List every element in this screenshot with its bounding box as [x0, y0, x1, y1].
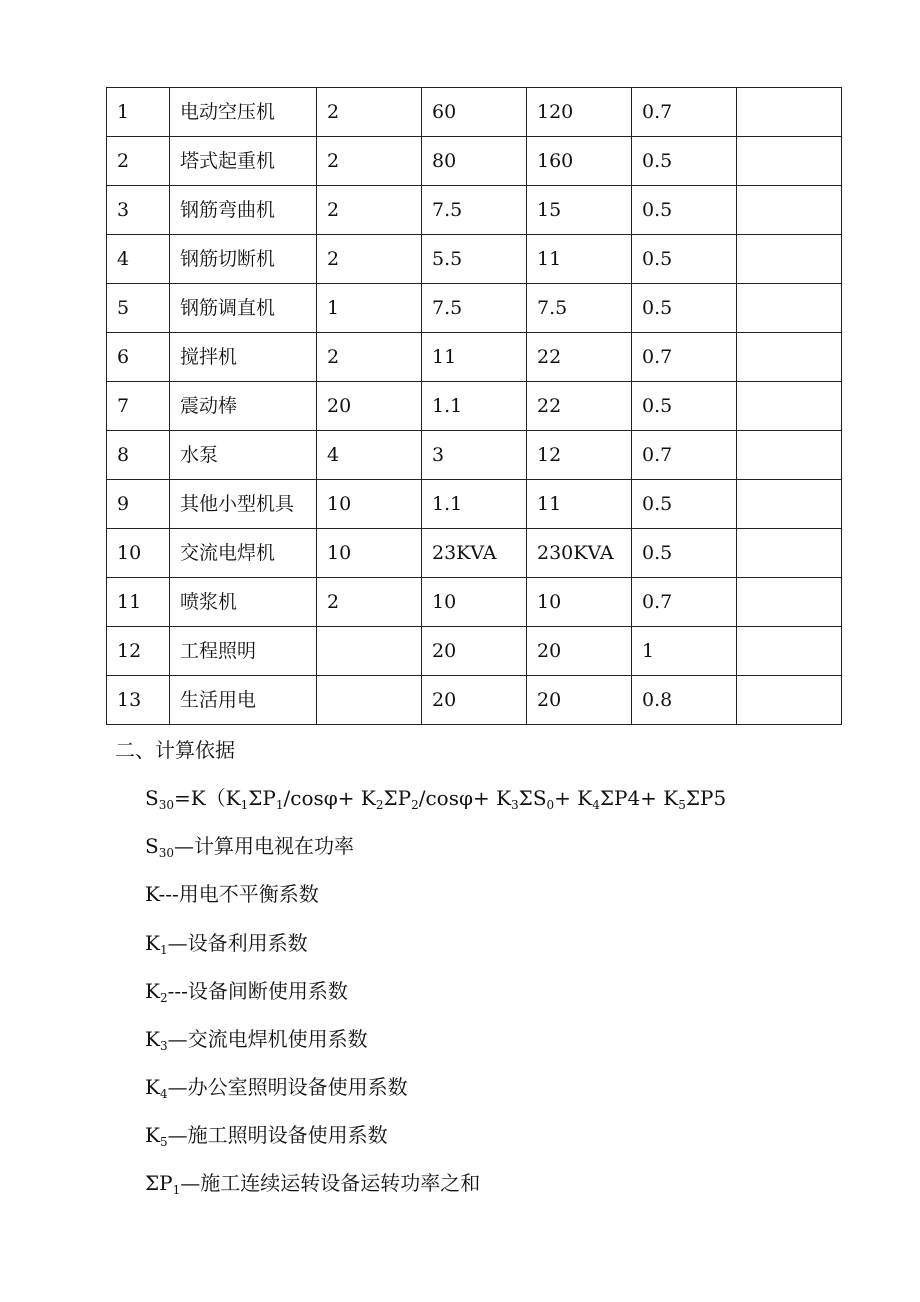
table-row — [107, 137, 842, 186]
table-cell — [737, 480, 842, 529]
formula-part: ΣP4+ K — [599, 786, 679, 810]
definition-subscript: 2 — [159, 991, 168, 1005]
formula-subscript: 0 — [546, 798, 555, 812]
table-row — [107, 627, 842, 676]
formula-subscript: 3 — [511, 798, 519, 812]
definition-symbol: K — [145, 1075, 160, 1099]
table-cell: 0.5 — [632, 480, 737, 529]
definition-symbol: K — [145, 1027, 160, 1051]
table-cell: 0.7 — [632, 333, 737, 382]
table-cell: 0.7 — [632, 578, 737, 627]
table-cell: 11 — [527, 235, 632, 284]
formula-subscript: 1 — [240, 798, 249, 812]
table-cell: 工程照明 — [170, 627, 317, 676]
table-cell — [737, 676, 842, 725]
formula-part: S — [145, 786, 159, 810]
definition-subscript: 5 — [159, 1135, 168, 1149]
table-cell — [737, 529, 842, 578]
table-cell: 12 — [527, 431, 632, 480]
definition-text: —施工连续运转设备运转功率之和 — [180, 1171, 481, 1195]
table-cell: 20 — [422, 676, 527, 725]
formula-part: =K（K — [173, 786, 241, 810]
table-cell: 10 — [317, 480, 422, 529]
table-cell: 230KVA — [527, 529, 632, 578]
table-cell: 0.5 — [632, 137, 737, 186]
table-cell: 7 — [107, 382, 170, 431]
table-cell — [737, 235, 842, 284]
table-cell: 11 — [107, 578, 170, 627]
table-cell: 7.5 — [527, 284, 632, 333]
table-cell: 7.5 — [422, 284, 527, 333]
table-cell: 2 — [317, 186, 422, 235]
table-cell: 60 — [422, 88, 527, 137]
table-cell: 160 — [527, 137, 632, 186]
table-cell: 80 — [422, 137, 527, 186]
definition-subscript: 3 — [159, 1039, 168, 1053]
table-row — [107, 235, 842, 284]
definition-line — [145, 979, 348, 1005]
table-cell: 5.5 — [422, 235, 527, 284]
definition-symbol: K — [145, 979, 160, 1003]
formula-part: ΣP — [248, 786, 276, 810]
table-cell: 120 — [527, 88, 632, 137]
table-cell: 1 — [107, 88, 170, 137]
table-cell: 13 — [107, 676, 170, 725]
table-row — [107, 676, 842, 725]
table-row — [107, 578, 842, 627]
table-cell: 1.1 — [422, 480, 527, 529]
definition-subscript: 30 — [158, 846, 174, 860]
table-cell: 交流电焊机 — [170, 529, 317, 578]
table-cell: 0.5 — [632, 382, 737, 431]
table-cell: 20 — [527, 676, 632, 725]
definition-line — [145, 1171, 481, 1197]
table-cell: 12 — [107, 627, 170, 676]
table-cell: 钢筋弯曲机 — [170, 186, 317, 235]
definition-text: —计算用电视在功率 — [173, 834, 354, 858]
formula-part: /cosφ+ K — [418, 786, 512, 810]
formula-part: ΣS — [518, 786, 547, 810]
definition-subscript: 1 — [172, 1183, 181, 1197]
table-row — [107, 480, 842, 529]
table-cell: 电动空压机 — [170, 88, 317, 137]
definition-symbol: S — [145, 834, 159, 858]
formula-subscript: 5 — [678, 798, 686, 812]
table-row — [107, 88, 842, 137]
formula-part: ΣP — [383, 786, 412, 810]
table-cell: 2 — [317, 235, 422, 284]
formula-part: /cosφ+ K — [283, 786, 376, 810]
table-cell — [737, 88, 842, 137]
table-cell — [737, 284, 842, 333]
table-cell: 0.7 — [632, 88, 737, 137]
table-cell — [737, 137, 842, 186]
formula-subscript: 30 — [158, 798, 174, 812]
definition-subscript: 4 — [159, 1087, 168, 1101]
definition-line — [145, 884, 319, 904]
table-row — [107, 529, 842, 578]
definition-subscript: 1 — [159, 943, 168, 957]
table-cell: 0.5 — [632, 529, 737, 578]
equipment-table — [106, 87, 842, 725]
definition-line — [145, 834, 354, 860]
table-cell — [737, 627, 842, 676]
table-cell: 20 — [422, 627, 527, 676]
table-cell: 搅拌机 — [170, 333, 317, 382]
definition-text: ---设备间断使用系数 — [167, 979, 348, 1003]
table-cell: 2 — [107, 137, 170, 186]
table-cell: 15 — [527, 186, 632, 235]
formula-part: + K — [554, 786, 593, 810]
table-cell: 2 — [317, 333, 422, 382]
table-cell: 水泵 — [170, 431, 317, 480]
table-cell: 22 — [527, 382, 632, 431]
table-cell: 6 — [107, 333, 170, 382]
table-cell: 0.5 — [632, 186, 737, 235]
table-cell: 喷浆机 — [170, 578, 317, 627]
table-cell: 其他小型机具 — [170, 480, 317, 529]
table-cell: 1.1 — [422, 382, 527, 431]
table-cell: 1 — [317, 284, 422, 333]
formula-subscript: 2 — [375, 798, 384, 812]
table-cell: 塔式起重机 — [170, 137, 317, 186]
table-cell: 10 — [107, 529, 170, 578]
table-cell: 2 — [317, 578, 422, 627]
definition-text: —施工照明设备使用系数 — [167, 1123, 388, 1147]
definition-line — [145, 1027, 368, 1053]
table-cell: 1 — [632, 627, 737, 676]
formula-subscript: 2 — [411, 798, 419, 812]
table-cell: 生活用电 — [170, 676, 317, 725]
section-heading: 二、计算依据 — [115, 738, 235, 762]
table-cell: 0.8 — [632, 676, 737, 725]
definition-text: —交流电焊机使用系数 — [167, 1027, 368, 1051]
table-cell: 4 — [107, 235, 170, 284]
table-cell: 0.5 — [632, 284, 737, 333]
table-cell — [737, 431, 842, 480]
table-cell: 0.5 — [632, 235, 737, 284]
table-cell: 2 — [317, 88, 422, 137]
table-cell: 8 — [107, 431, 170, 480]
table-row — [107, 431, 842, 480]
table-cell: 22 — [527, 333, 632, 382]
table-cell — [737, 382, 842, 431]
definition-text: ---用电不平衡系数 — [158, 882, 319, 906]
table-cell: 23KVA — [422, 529, 527, 578]
table-cell: 10 — [422, 578, 527, 627]
equipment-table-body — [107, 88, 842, 725]
table-cell: 10 — [527, 578, 632, 627]
table-row — [107, 333, 842, 382]
table-cell — [317, 627, 422, 676]
table-cell: 钢筋切断机 — [170, 235, 317, 284]
table-cell: 20 — [317, 382, 422, 431]
table-cell: 钢筋调直机 — [170, 284, 317, 333]
formula-subscript: 1 — [275, 798, 284, 812]
definition-line — [145, 931, 308, 957]
table-cell: 震动棒 — [170, 382, 317, 431]
table-cell: 3 — [422, 431, 527, 480]
table-cell — [737, 333, 842, 382]
table-cell: 11 — [527, 480, 632, 529]
formula-subscript: 4 — [592, 798, 600, 812]
definition-symbol: K — [145, 1123, 160, 1147]
table-cell: 5 — [107, 284, 170, 333]
table-cell: 3 — [107, 186, 170, 235]
definition-symbol: K — [145, 882, 159, 906]
definition-text: —办公室照明设备使用系数 — [167, 1075, 408, 1099]
table-cell: 9 — [107, 480, 170, 529]
table-row — [107, 284, 842, 333]
formula-part: ΣP5 — [685, 786, 727, 810]
table-cell: 2 — [317, 137, 422, 186]
table-row — [107, 382, 842, 431]
definition-symbol: ΣP — [145, 1171, 173, 1195]
table-cell: 7.5 — [422, 186, 527, 235]
definition-line — [145, 1123, 388, 1149]
table-row — [107, 186, 842, 235]
table-cell: 10 — [317, 529, 422, 578]
table-cell: 4 — [317, 431, 422, 480]
table-cell — [737, 578, 842, 627]
table-cell: 0.7 — [632, 431, 737, 480]
definition-text: —设备利用系数 — [167, 931, 308, 955]
table-cell: 20 — [527, 627, 632, 676]
table-cell — [317, 676, 422, 725]
table-cell — [737, 186, 842, 235]
table-cell: 11 — [422, 333, 527, 382]
definition-symbol: K — [145, 931, 160, 955]
definition-line — [145, 1075, 408, 1101]
power-formula — [145, 786, 727, 812]
